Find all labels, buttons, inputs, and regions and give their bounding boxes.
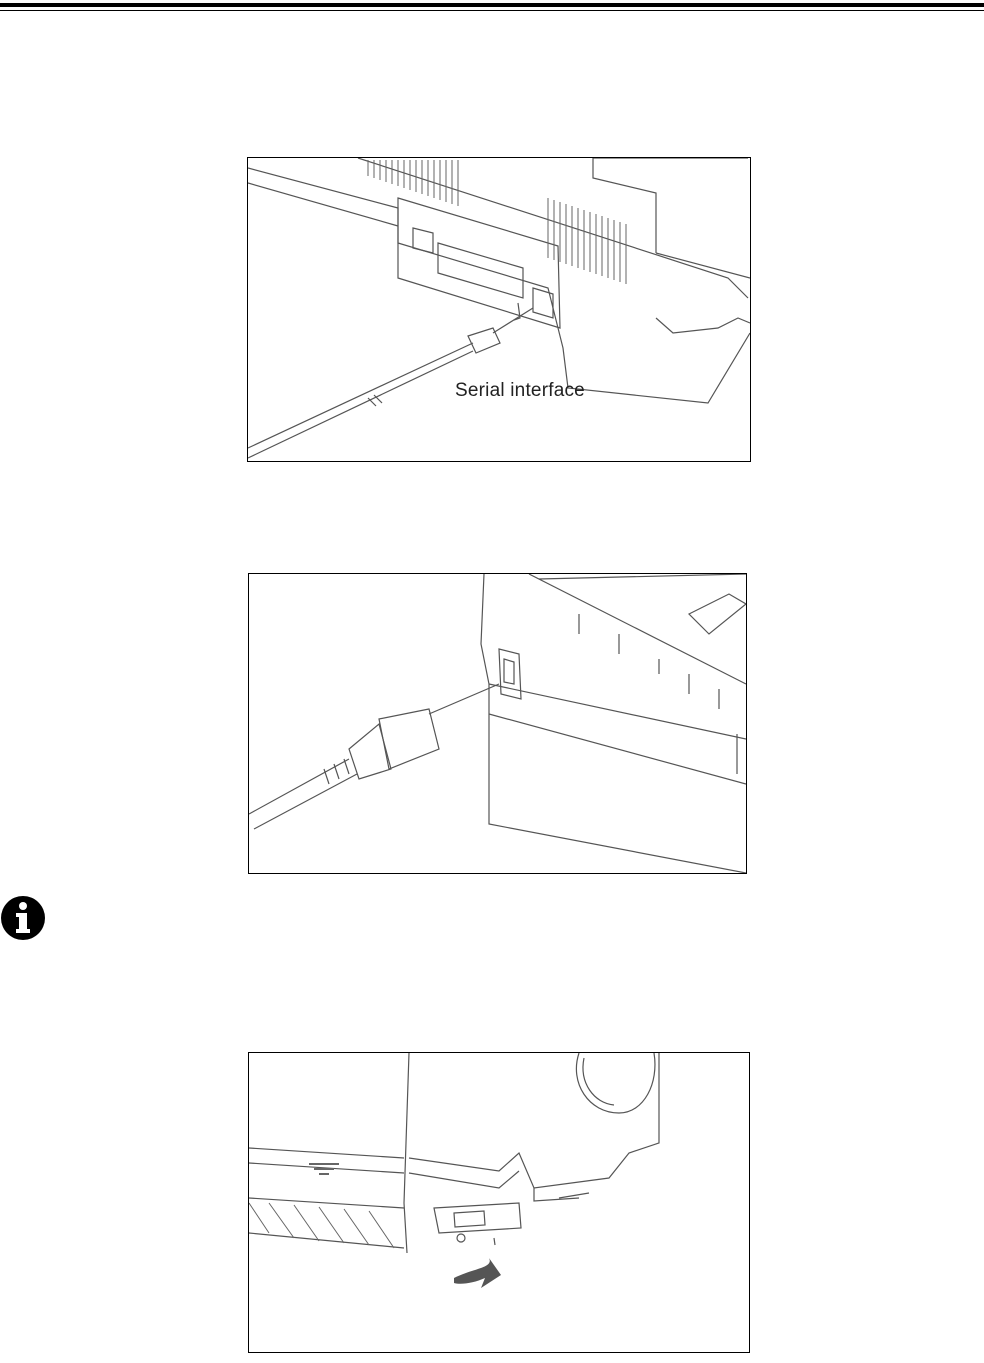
serial-interface-caption: Serial interface	[455, 380, 585, 401]
power-cord-figure	[248, 573, 747, 874]
serial-interface-figure	[247, 157, 751, 462]
power-switch-figure	[248, 1052, 750, 1353]
power-cord-illustration	[249, 574, 746, 873]
header-rule-thick	[0, 3, 984, 7]
rotate-arrow-icon	[454, 1258, 501, 1288]
header-rule-thin	[0, 10, 984, 11]
serial-interface-illustration	[248, 158, 750, 461]
info-icon	[0, 895, 46, 941]
power-switch-illustration	[249, 1053, 749, 1352]
